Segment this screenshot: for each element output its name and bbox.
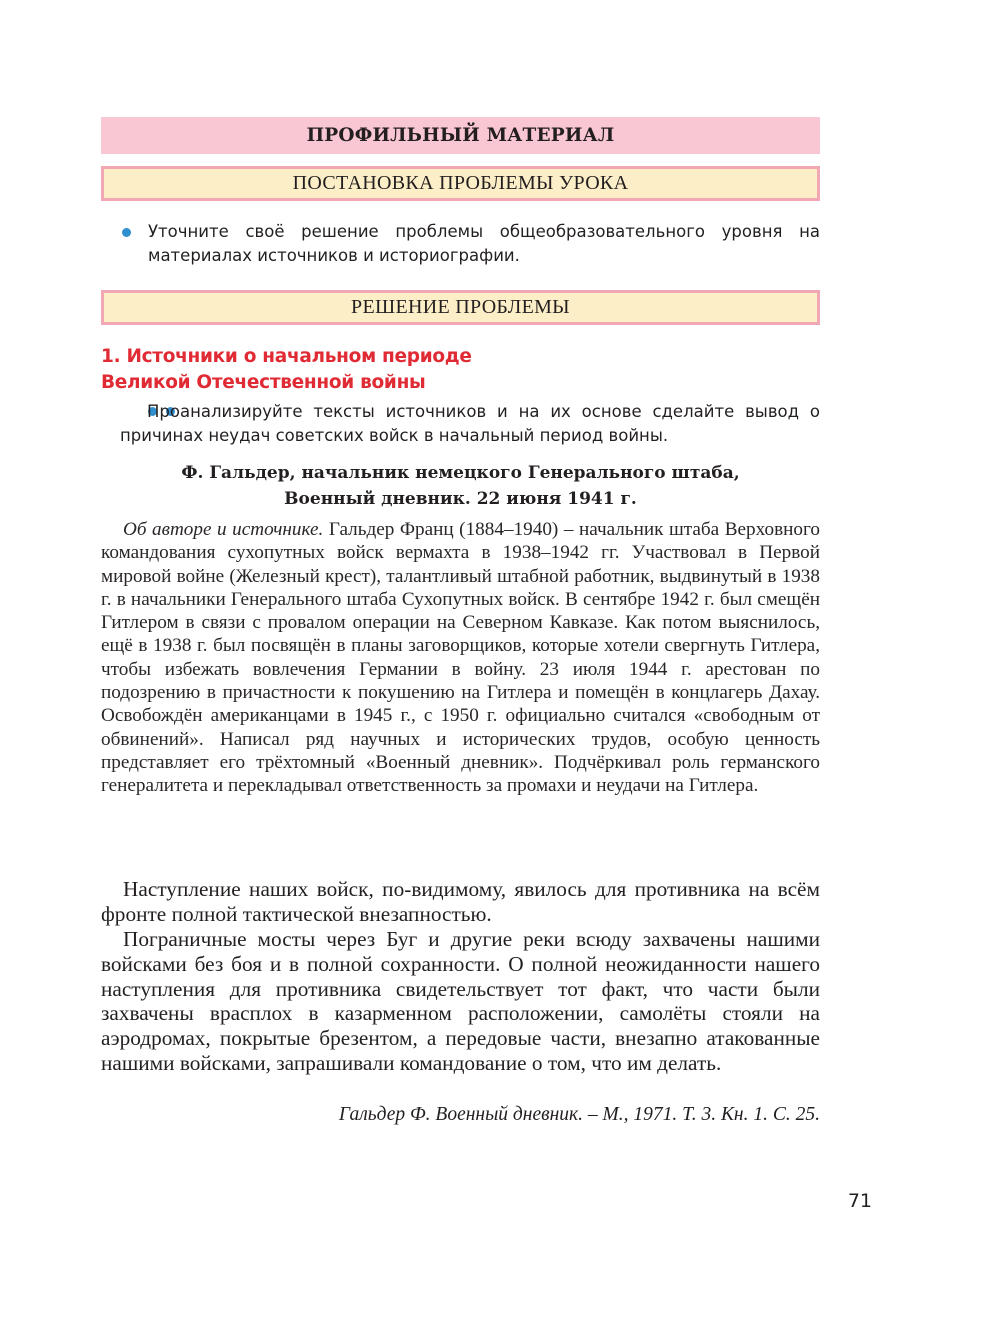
source-title-line2: Военный дневник. 22 июня 1941 г. <box>284 489 637 509</box>
source-quote-paragraph-1: Наступление наших войск, по-видимому, явилось для противника на всём фронте полной тактической внезапностью. <box>101 877 820 926</box>
page-number: 71 <box>847 1190 872 1212</box>
problem-bullet-text: Уточните своё решение проблемы общеобразовательного уровня на материалах источников и историографии. <box>148 222 820 265</box>
bullet-icon <box>122 228 131 237</box>
problem-solution-title: РЕШЕНИЕ ПРОБЛЕМЫ <box>351 296 570 318</box>
problem-solution-box <box>101 290 820 325</box>
problem-statement-title: ПОСТАНОВКА ПРОБЛЕМЫ УРОКА <box>292 172 629 194</box>
banner-title: ПРОФИЛЬНЫЙ МАТЕРИАЛ <box>306 125 615 146</box>
profile-material-banner <box>101 117 820 154</box>
problem-statement-box <box>101 166 820 201</box>
section-heading <box>101 344 801 396</box>
about-author-paragraph <box>101 518 820 798</box>
section-heading-line2: Великой Отечественной войны <box>101 372 426 393</box>
source-title-line1: Ф. Гальдер, начальник немецкого Генерального штаба, <box>181 463 740 483</box>
about-author-label: Об авторе и источнике. <box>123 519 324 540</box>
source-quote-paragraph-2: Пограничные мосты через Буг и другие реки всюду захвачены нашими войсками без боя и в полной сохранности. О полной неожиданности нашего наступления для противника свидетельствует тот факт, что части были захвачены врасплох в казарменном расположении, самолёты стояли на аэродромах, покрытые брезентом, а передовые части, внезапно атакованные нашими войсками, запрашивали командование о том, что им делать. <box>101 927 820 1075</box>
task-text: Проанализируйте тексты источников и на их основе сделайте вывод о причинах неудач советских войск в начальный период войны. <box>120 402 820 445</box>
source-citation: Гальдер Ф. Военный дневник. – М., 1971. Т. 3. Кн. 1. С. 25. <box>338 1104 820 1125</box>
about-author-text: Гальдер Франц (1884–1940) – начальник штаба Верховного командования сухопутных войск вермахта в 1938–1942 гг. Участвовал в Первой мировой войне (Железный крест), талантливый штабной работник, выдвинутый в 1938 г. в начальники Генерального штаба Сухопутных войск. В сентябре 1942 г. был смещён Гитлером в связи с провалом операции на Северном Кавказе. Как потом выяснилось, ещё в 1938 г. был посвящён в планы заговорщиков, которые хотели свергнуть Гитлера, чтобы избежать вовлечения Германии в войну. 23 июля 1944 г. арестован по подозрению в причастности к покушению на Гитлера и помещён в концлагерь Дахау. Освобождён американцами в 1945 г., с 1950 г. официально считался «свободным от обвинений». Написал ряд научных и исторических трудов, особую ценность представляет его трёхтомный «Военный дневник». Подчёркивал роль германского генералитета и перекладывал ответственность за промахи и неудачи на Гитлера. <box>101 519 820 797</box>
section-heading-line1: 1. Источники о начальном периоде <box>101 346 472 367</box>
source-title <box>101 460 820 512</box>
